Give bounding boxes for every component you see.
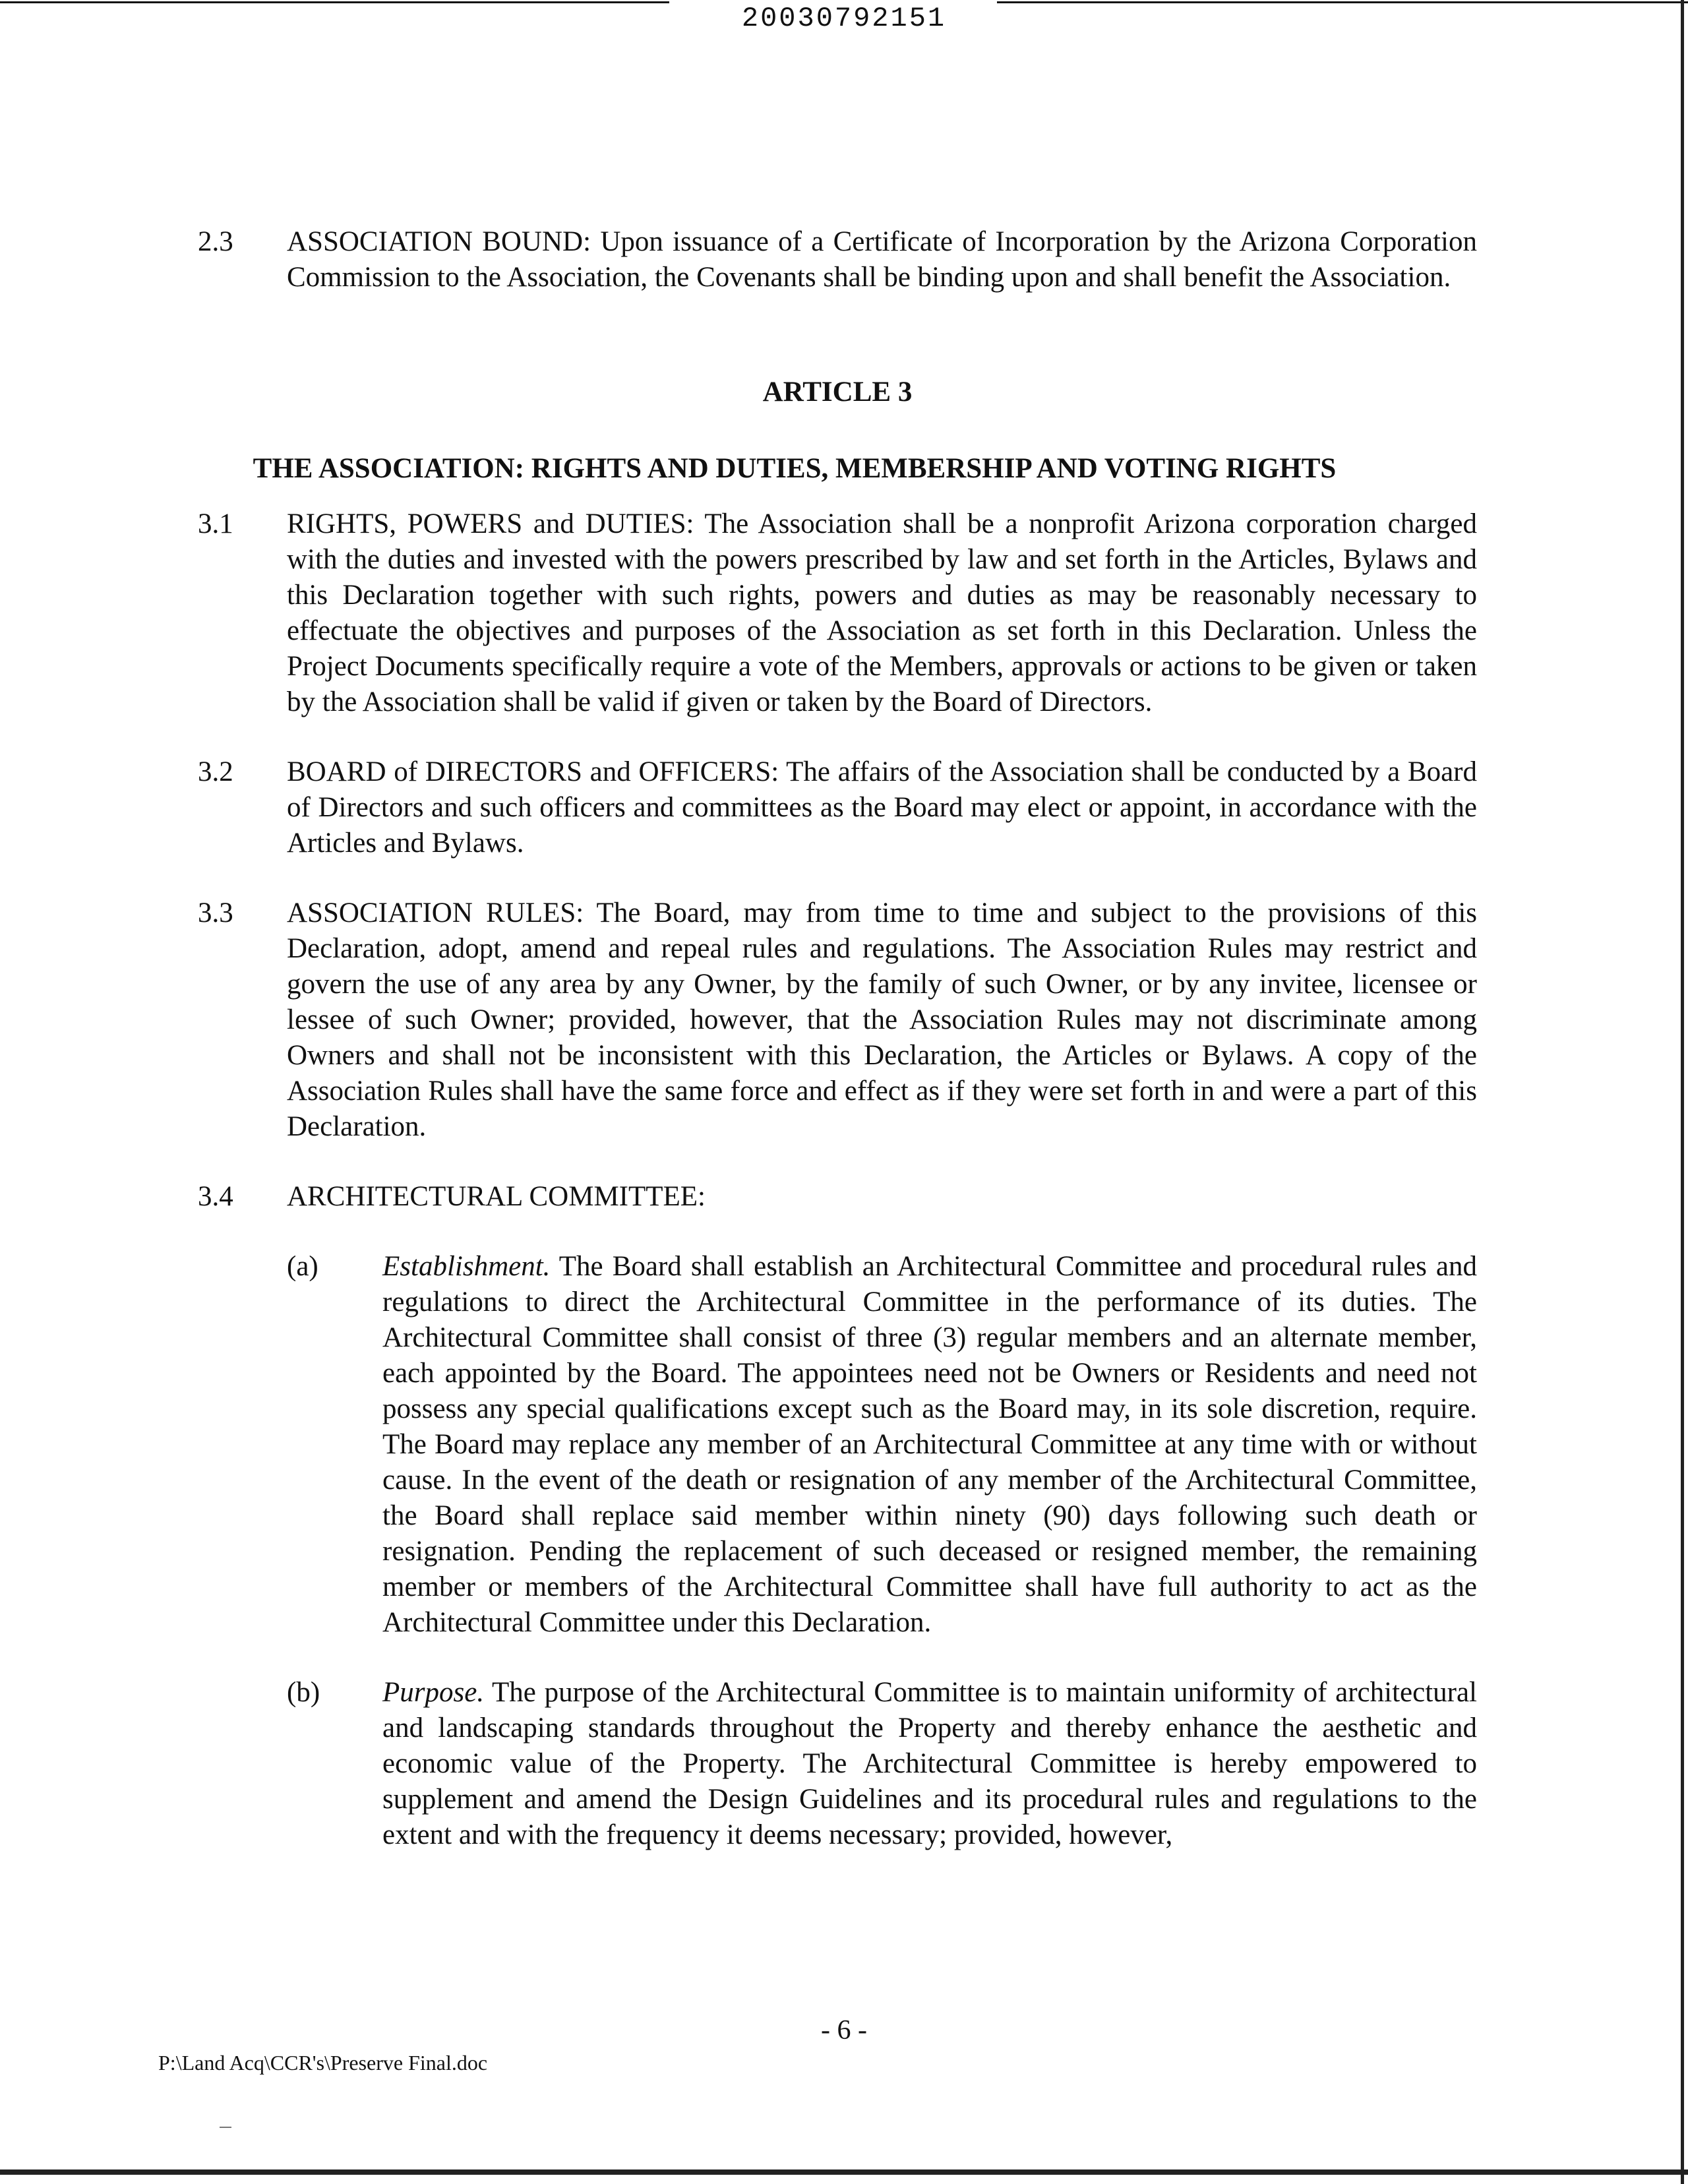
section-3-1 [198,506,1477,720]
right-scan-edge [1681,0,1684,2184]
subsection-a-establishment [287,1249,1477,1641]
subsection-text: The purpose of the Architectural Committee is to maintain uniformity of architectural and landscaping standards throughout the Property and thereby enhance the aesthetic and economic value of the Property. The Architectural Committee is hereby empowered to supplement and amend the Design Guidelines and its procedural rules and regulations to the extent and with the frequency it deems necessary; provided, however, [382,1677,1477,1850]
page-body [198,224,1477,1853]
footer-file-path: P:\Land Acq\CCR's\Preserve Final.doc [158,2051,488,2075]
section-heading: ARCHITECTURAL COMMITTEE: [287,1181,706,1212]
section-number: 3.4 [198,1181,233,1212]
subsection-title: Establishment. [382,1251,551,1282]
subsection-label: (a) [287,1251,318,1282]
section-3-3 [198,895,1477,1145]
subsection-text: The Board shall establish an Architectural Committee and procedural rules and regulations to direct the Architectural Committee in the performance of its duties. The Architectural Committee shall consist of three (3) regular members and an alternate member, each appointed by the Board. The appointees need not be Owners or Residents and need not possess any special qualifications except such as the Board may, in its sole discretion, require. The Board may replace any member of an Architectural Committee at any time with or without cause. In the event of the death or resignation of any member of the Architectural Committee, the Board shall replace said member within ninety (90) days following such death or resignation. Pending the replacement of such deceased or resigned member, the remaining member or members of the Architectural Committee shall have full authority to act as the Architectural Committee under this Declaration. [382,1251,1477,1638]
bottom-scan-edge [0,2169,1688,2175]
section-number: 2.3 [198,226,233,257]
section-text: RIGHTS, POWERS and DUTIES: The Association shall be a nonprofit Arizona corporation charged with the duties and invested with the powers prescribed by law and set forth in the Articles, Bylaws and this Declaration together with such rights, powers and duties as may be reasonably necessary to effectuate the objectives and purposes of the Association as set forth in this Declaration. Unless the Project Documents specifically require a vote of the Members, approvals or actions to be given or taken by the Association shall be valid if given or taken by the Board of Directors. [287,508,1477,717]
page-number: - 6 - [821,2015,867,2046]
subsection-b-purpose [287,1675,1477,1853]
subsection-title: Purpose. [382,1677,485,1708]
scan-mark [220,2127,231,2128]
document-number: 20030792151 [741,3,947,34]
section-3-2 [198,754,1477,861]
section-text: ASSOCIATION RULES: The Board, may from time to time and subject to the provisions of this Declaration, adopt, amend and repeal rules and regulations. The Association Rules may restrict and govern the use of any area by any Owner, by the family of such Owner, or by any invitee, licensee or lessee of such Owner; provided, however, that the Association Rules may not discriminate among Owners and shall not be inconsistent with this Declaration, the Articles or Bylaws. A copy of the Association Rules shall have the same force and effect as if they were set forth in and were a part of this Declaration. [287,897,1477,1142]
section-3-4 [198,1179,1477,1215]
subsection-label: (b) [287,1677,320,1708]
article-subtitle: THE ASSOCIATION: RIGHTS AND DUTIES, MEMBERSHIP AND VOTING RIGHTS [253,453,1337,484]
section-number: 3.1 [198,508,233,539]
section-number: 3.2 [198,756,233,787]
section-text: BOARD of DIRECTORS and OFFICERS: The affairs of the Association shall be conducted by a Board of Directors and such officers and committees as the Board may elect or appoint, in accordance with the Articles and Bylaws. [287,756,1477,859]
article-title: ARTICLE 3 [762,377,913,408]
section-number: 3.3 [198,897,233,928]
section-text: ASSOCIATION BOUND: Upon issuance of a Certificate of Incorporation by the Arizona Corporation Commission to the Association, the Covenants shall be binding upon and shall benefit the Association. [287,226,1477,293]
section-2-3 [198,224,1477,295]
